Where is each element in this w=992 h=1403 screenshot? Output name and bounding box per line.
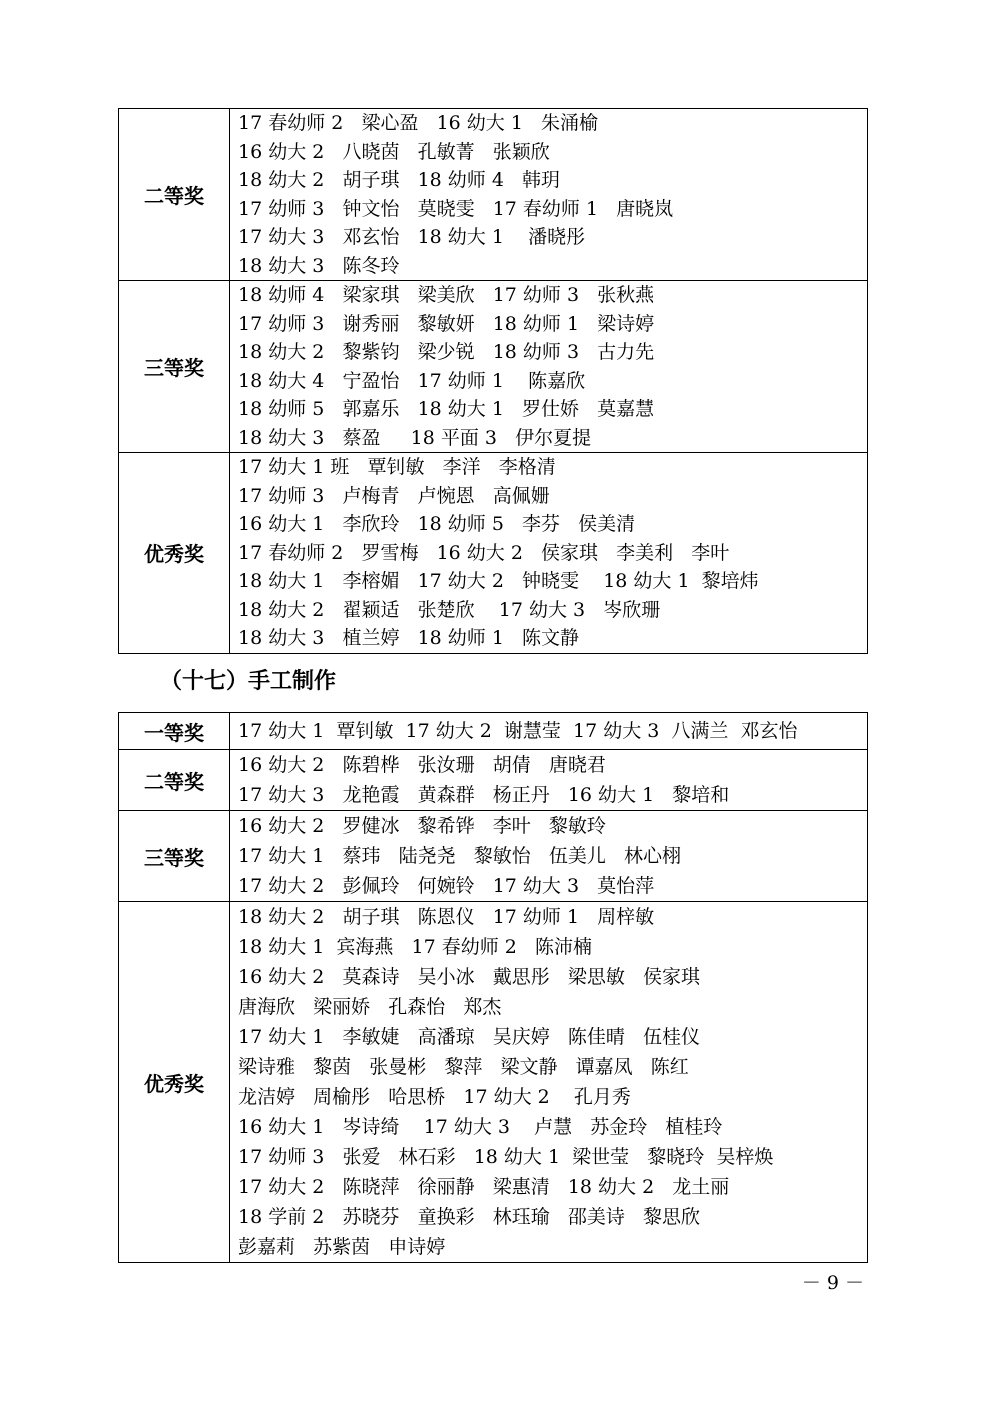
winners-line: 17 幼师 3 谢秀丽 黎敏妍 18 幼师 1 梁诗婷 xyxy=(238,312,655,335)
award-winners-cell xyxy=(230,453,868,654)
winners-line: 彭嘉莉 苏紫茵 申诗婷 xyxy=(238,1236,446,1258)
winners-line: 18 幼大 1 宾海燕 17 春幼师 2 陈沛楠 xyxy=(238,936,593,958)
winners-line: 17 春幼师 2 罗雪梅 16 幼大 2 侯家琪 李美利 李叶 xyxy=(238,541,730,564)
winners-line: 17 幼师 3 卢梅青 卢惋恩 高佩姗 xyxy=(238,484,550,507)
section-heading: （十七）手工制作 xyxy=(160,669,337,694)
winners-line: 16 幼大 2 陈碧桦 张汝珊 胡倩 唐晓君 xyxy=(238,754,606,776)
award-level-label: 优秀奖 xyxy=(119,453,230,654)
award-row-excellence-prize xyxy=(119,902,868,1263)
winners-line: 18 幼大 2 胡子琪 陈恩仪 17 幼师 1 周梓敏 xyxy=(238,906,655,928)
award-level-label: 三等奖 xyxy=(119,811,230,902)
winners-line: 18 幼师 5 郭嘉乐 18 幼大 1 罗仕娇 莫嘉慧 xyxy=(238,398,655,420)
page-number: － 9 － xyxy=(801,1272,864,1294)
winners-line: 龙洁婷 周榆彤 哈思桥 17 幼大 2 孔月秀 xyxy=(238,1086,631,1108)
winners-line: 17 春幼师 2 梁心盈 16 幼大 1 朱涌榆 xyxy=(238,112,599,134)
award-row-first-prize xyxy=(119,713,868,750)
award-table-1 xyxy=(118,108,868,654)
winners-line: 16 幼大 2 八晓茵 孔敏菁 张颖欣 xyxy=(238,140,550,163)
award-winners-cell xyxy=(230,713,868,750)
winners-line: 17 幼大 1 蔡玮 陆尧尧 黎敏怡 伍美儿 林心栩 xyxy=(238,845,681,867)
winners-line: 17 幼大 3 龙艳霞 黄森群 杨正丹 16 幼大 1 黎培和 xyxy=(238,784,730,806)
award-level-label: 二等奖 xyxy=(119,109,230,281)
award-winners-cell xyxy=(230,902,868,1263)
award-winners-cell xyxy=(230,281,868,453)
winners-line: 18 幼大 2 翟颖适 张楚欣 17 幼大 3 岑欣珊 xyxy=(238,598,661,621)
award-winners-cell xyxy=(230,109,868,281)
award-level-label: 一等奖 xyxy=(119,713,230,750)
winners-line: 16 幼大 1 岑诗绮 17 幼大 3 卢慧 苏金玲 植桂玲 xyxy=(238,1116,723,1138)
award-level-label: 三等奖 xyxy=(119,281,230,453)
award-table-2 xyxy=(118,712,868,1263)
winners-line: 18 幼大 4 宁盈怡 17 幼师 1 陈嘉欣 xyxy=(238,369,586,392)
award-row-second-prize xyxy=(119,109,868,281)
award-row-excellence-prize xyxy=(119,453,868,654)
winners-line: 18 幼师 4 梁家琪 梁美欣 17 幼师 3 张秋燕 xyxy=(238,284,655,306)
winners-line: 17 幼大 3 邓玄怡 18 幼大 1 潘晓彤 xyxy=(238,226,586,248)
winners-line: 17 幼大 2 彭佩玲 何婉铃 17 幼大 3 莫怡萍 xyxy=(238,875,655,897)
winners-line: 17 幼大 2 陈晓萍 徐丽静 梁惠清 18 幼大 2 龙土丽 xyxy=(238,1176,730,1198)
winners-line: 18 幼大 3 蔡盈 18 平面 3 伊尔夏提 xyxy=(238,426,592,449)
award-row-second-prize xyxy=(119,750,868,811)
winners-line: 16 幼大 2 罗健冰 黎希铧 李叶 黎敏玲 xyxy=(238,815,606,837)
award-winners-cell xyxy=(230,811,868,902)
winners-line: 梁诗雅 黎茵 张曼彬 黎萍 梁文静 谭嘉凤 陈红 xyxy=(238,1056,689,1078)
award-level-label: 二等奖 xyxy=(119,750,230,811)
winners-line: 16 幼大 2 莫森诗 吴小冰 戴思彤 梁思敏 侯家琪 xyxy=(238,966,700,988)
winners-line: 17 幼师 3 钟文怡 莫晓雯 17 春幼师 1 唐晓岚 xyxy=(238,197,674,220)
winners-line: 17 幼大 1 李敏婕 高潘琼 吴庆婷 陈佳晴 伍桂仪 xyxy=(238,1026,700,1048)
award-winners-cell xyxy=(230,750,868,811)
award-level-label: 优秀奖 xyxy=(119,902,230,1263)
winners-line: 18 幼大 2 胡子琪 18 幼师 4 韩玥 xyxy=(238,169,561,191)
winners-line: 17 幼大 1 覃钊敏 17 幼大 2 谢慧莹 17 幼大 3 八满兰 邓玄怡 xyxy=(238,720,798,742)
winners-line: 18 幼大 1 李榕媚 17 幼大 2 钟晓雯 18 幼大 1 黎培炜 xyxy=(238,570,759,592)
winners-line: 17 幼大 1 班 覃钊敏 李洋 李格清 xyxy=(238,456,556,478)
winners-line: 18 学前 2 苏晓芬 童换彩 林珏瑜 邵美诗 黎思欣 xyxy=(238,1206,700,1228)
winners-line: 18 幼大 3 陈冬玲 xyxy=(238,254,400,277)
winners-line: 16 幼大 1 李欣玲 18 幼师 5 李芬 侯美清 xyxy=(238,513,636,535)
winners-line: 唐海欣 梁丽娇 孔森怡 郑杰 xyxy=(238,996,502,1018)
winners-line: 17 幼师 3 张爱 林石彩 18 幼大 1 梁世莹 黎晓玲 吴梓焕 xyxy=(238,1146,774,1168)
winners-line: 18 幼大 2 黎紫钧 梁少锐 18 幼师 3 古力先 xyxy=(238,341,655,363)
winners-line: 18 幼大 3 植兰婷 18 幼师 1 陈文静 xyxy=(238,627,580,649)
award-row-third-prize xyxy=(119,811,868,902)
award-row-third-prize xyxy=(119,281,868,453)
